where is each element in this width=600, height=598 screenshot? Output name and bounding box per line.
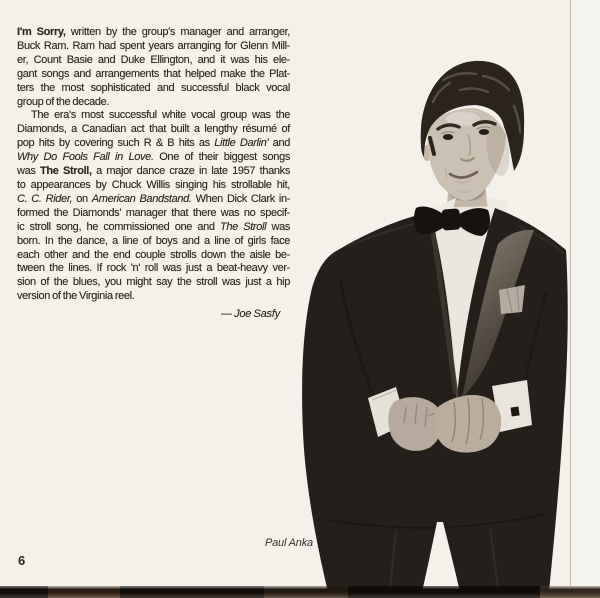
- text-segment: The Stroll,: [40, 165, 92, 178]
- text-line: [17, 207, 290, 221]
- paragraph: [17, 109, 290, 304]
- portrait-cufflink: [510, 406, 519, 416]
- text-line: [17, 123, 290, 137]
- text-segment: on: [72, 192, 92, 205]
- text-segment: Why Do Fools Fall in Love.: [17, 151, 154, 164]
- text-line: [17, 26, 290, 40]
- text-segment: ic stroll song, he commissioned one and: [17, 220, 220, 233]
- portrait-right-hand: [434, 395, 501, 453]
- scan-bottom-edge: [0, 586, 600, 598]
- text-segment: Joe Sasfy: [234, 308, 280, 321]
- text-segment: formed the Diamonds' manager that there was no specif-: [17, 206, 290, 219]
- text-line: [17, 82, 290, 96]
- text-segment: Buck Ram. Ram had spent years arranging for Glenn Mill-: [17, 39, 290, 52]
- text-segment: written by the group's manager and arranger,: [65, 26, 291, 38]
- text-segment: to appearances by Chuck Willis singing his strollable hit,: [17, 178, 290, 191]
- text-segment: —: [221, 308, 235, 321]
- text-segment: Little Darlin': [214, 137, 269, 150]
- text-segment: version of the Virginia reel.: [17, 290, 135, 303]
- paul-anka-photo: [278, 50, 600, 592]
- text-line: [17, 276, 290, 290]
- text-line: [17, 193, 290, 207]
- text-segment: born. In the dance, a line of boys and a line of girls face: [17, 234, 290, 247]
- text-line: [17, 165, 290, 179]
- text-segment: ters the most sophisticated and successful black vocal: [17, 81, 290, 94]
- text-segment: I'm Sorry,: [17, 26, 66, 38]
- text-segment: group of the decade.: [17, 95, 110, 108]
- text-segment: The era's most successful white vocal group was the: [31, 109, 290, 122]
- text-segment: er, Count Basie and Duke Ellington, and it was his ele-: [17, 53, 290, 66]
- text-segment: sion of the blues, you might say the stroll was just a hip: [17, 276, 290, 289]
- text-line: [17, 54, 290, 68]
- text-line: [17, 221, 290, 235]
- paragraph: [17, 26, 290, 109]
- text-segment: was: [17, 165, 40, 178]
- text-line: [17, 40, 290, 54]
- article-text: [17, 26, 290, 322]
- article-attribution: [17, 308, 290, 322]
- text-segment: pop hits by covering such R & B hits as: [17, 137, 215, 150]
- text-segment: each other and the end couple strolls down the aisle be-: [17, 248, 290, 261]
- text-segment: When Dick Clark in-: [191, 192, 291, 205]
- text-segment: a major dance craze in late 1957 thanks: [91, 165, 290, 178]
- portrait-pocket-square: [499, 285, 525, 314]
- text-segment: and: [268, 137, 290, 150]
- text-segment: was: [266, 220, 290, 233]
- portrait-head: [421, 61, 524, 201]
- text-line: [17, 290, 290, 304]
- page-number: 6: [18, 553, 26, 568]
- text-segment: C. C. Rider,: [17, 192, 73, 205]
- text-line: [17, 179, 290, 193]
- text-line: [17, 109, 290, 123]
- text-segment: gant songs and arrangements that helped make the Plat-: [17, 67, 290, 80]
- text-line: [17, 68, 290, 82]
- text-line: [17, 235, 290, 249]
- text-segment: One of their biggest songs: [153, 151, 290, 164]
- text-line: [17, 249, 290, 263]
- text-line: [17, 96, 290, 110]
- text-line: [17, 137, 290, 151]
- photo-caption: Paul Anka: [265, 537, 313, 549]
- text-segment: The Stroll: [219, 220, 267, 233]
- paul-anka-portrait: [278, 50, 600, 592]
- page-edge-highlight: [571, 0, 600, 586]
- text-segment: Diamonds, a Canadian act that built a lengthy résumé of: [17, 123, 290, 136]
- text-line: [17, 262, 290, 276]
- text-segment: tween the lines. If rock 'n' roll was just a beat-heavy ver-: [17, 262, 290, 275]
- text-line: [17, 151, 290, 165]
- text-segment: American Bandstand.: [91, 192, 192, 205]
